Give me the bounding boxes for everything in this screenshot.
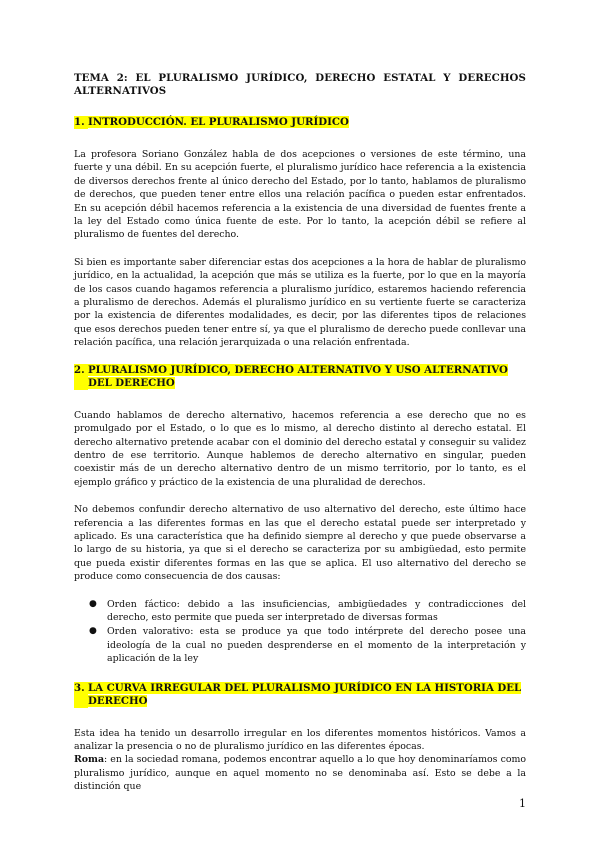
document-title: TEMA 2: EL PLURALISMO JURÍDICO, DERECHO ESTATAL Y DERECHOS ALTERNATIVOS (74, 72, 526, 97)
section-2-heading (74, 364, 526, 390)
list-item (74, 625, 526, 665)
bullet-icon: ● (89, 626, 97, 637)
bullet-text: Orden fáctico: debido a las insuficiencias, ambigüedades y contradicciones del derecho, esto permite que pueda ser interpretado de diversas formas (107, 598, 526, 623)
section-2-number: 2. (74, 364, 88, 390)
section-3-paragraph-1: Esta idea ha tenido un desarrollo irregular en los diferentes momentos históricos. Vamos a analizar la presencia o no de pluralismo jurídico en las diferentes épocas. (74, 727, 526, 752)
section-2-title: PLURALISMO JURÍDICO, DERECHO ALTERNATIVO Y USO ALTERNATIVO DEL DERECHO (88, 363, 508, 389)
roma-text: : en la sociedad romana, podemos encontrar aquello a lo que hoy denominaríamos como pluralismo jurídico, aunque en aquel momento no se denominaba así. Esto se debe a la distinción que (74, 754, 526, 793)
section-2-paragraph-1: Cuando hablamos de derecho alternativo, hacemos referencia a ese derecho que no es promulgado por el Estado, o lo que es lo mismo, al derecho distinto al derecho estatal. El derecho alternativo pretende acabar con el dominio del derecho estatal y conseguir su validez dentro de ese territorio. Aunque hablemos de derecho alternativo en singular, pueden coexistir más de un derecho alternativo dentro de un mismo territorio, por lo tanto, es el ejemplo gráfico y práctico de la existencia de una pluralidad de derechos. (74, 409, 526, 488)
section-2-bullet-list (74, 598, 526, 666)
section-1-number: 1. (74, 116, 88, 129)
bullet-icon: ● (89, 598, 97, 609)
document-content (74, 72, 526, 808)
section-3-paragraph-roma (74, 753, 526, 793)
roma-term: Roma (74, 754, 105, 766)
section-1-paragraph-2: Si bien es importante saber diferenciar estas dos acepciones a la hora de hablar de pluralismo jurídico, en la actualidad, la acepción que más se utiliza es la fuerte, por lo que en la mayoría de los casos cuando hagamos referencia a pluralismo jurídico, estaremos haciendo referencia a pluralismo de derechos. Además el pluralismo jurídico en su vertiente fuerte se caracteriza por la existencia de diferentes modalidades, es decir, por las diferentes tipos de relaciones que esos derechos pueden tener entre sí, ya que el pluralismo de derecho puede conllevar una relación pacífica, una relación jerarquizada o una relación enfrentada. (74, 256, 526, 349)
section-1-title: INTRODUCCIÓN. EL PLURALISMO JURÍDICO (88, 116, 349, 128)
section-1-heading (74, 116, 526, 129)
section-3-number: 3. (74, 682, 88, 708)
section-3-title: LA CURVA IRREGULAR DEL PLURALISMO JURÍDICO EN LA HISTORIA DEL DERECHO (88, 681, 522, 707)
list-item (74, 598, 526, 625)
bullet-text: Orden valorativo: esta se produce ya que todo intérprete del derecho posee una ideología de la cual no pueden desprenderse en el momento de la interpretación y aplicación de la ley (107, 626, 526, 665)
section-2-paragraph-2: No debemos confundir derecho alternativo de uso alternativo del derecho, este último hace referencia a las diferentes formas en las que el derecho estatal puede ser interpretado y aplicado. Es una característica que ha definido siempre al derecho y que puede observarse a lo largo de su historia, ya que si el derecho se caracteriza por su ambigüedad, esto permite que pueda existir diferentes formas en las que se aplica. El uso alternativo del derecho se produce como consecuencia de dos causas: (74, 504, 526, 583)
page-number: 1 (519, 797, 526, 810)
section-1-paragraph-1: La profesora Soriano González habla de dos acepciones o versiones de este término, una fuerte y una débil. En su acepción fuerte, el pluralismo jurídico hace referencia a la existencia de diversos derechos frente al único derecho del Estado, por lo tanto, hablamos de pluralismo de derechos, que pueden tener entre ellos una relación pacífica o pueden estar enfrentados. En su acepción débil hacemos referencia a la existencia de una diversidad de fuentes frente a la ley del Estado como única fuente de este. Por lo tanto, la acepción débil se refiere al pluralismo de fuentes del derecho. (74, 149, 526, 241)
section-3-heading (74, 682, 526, 708)
